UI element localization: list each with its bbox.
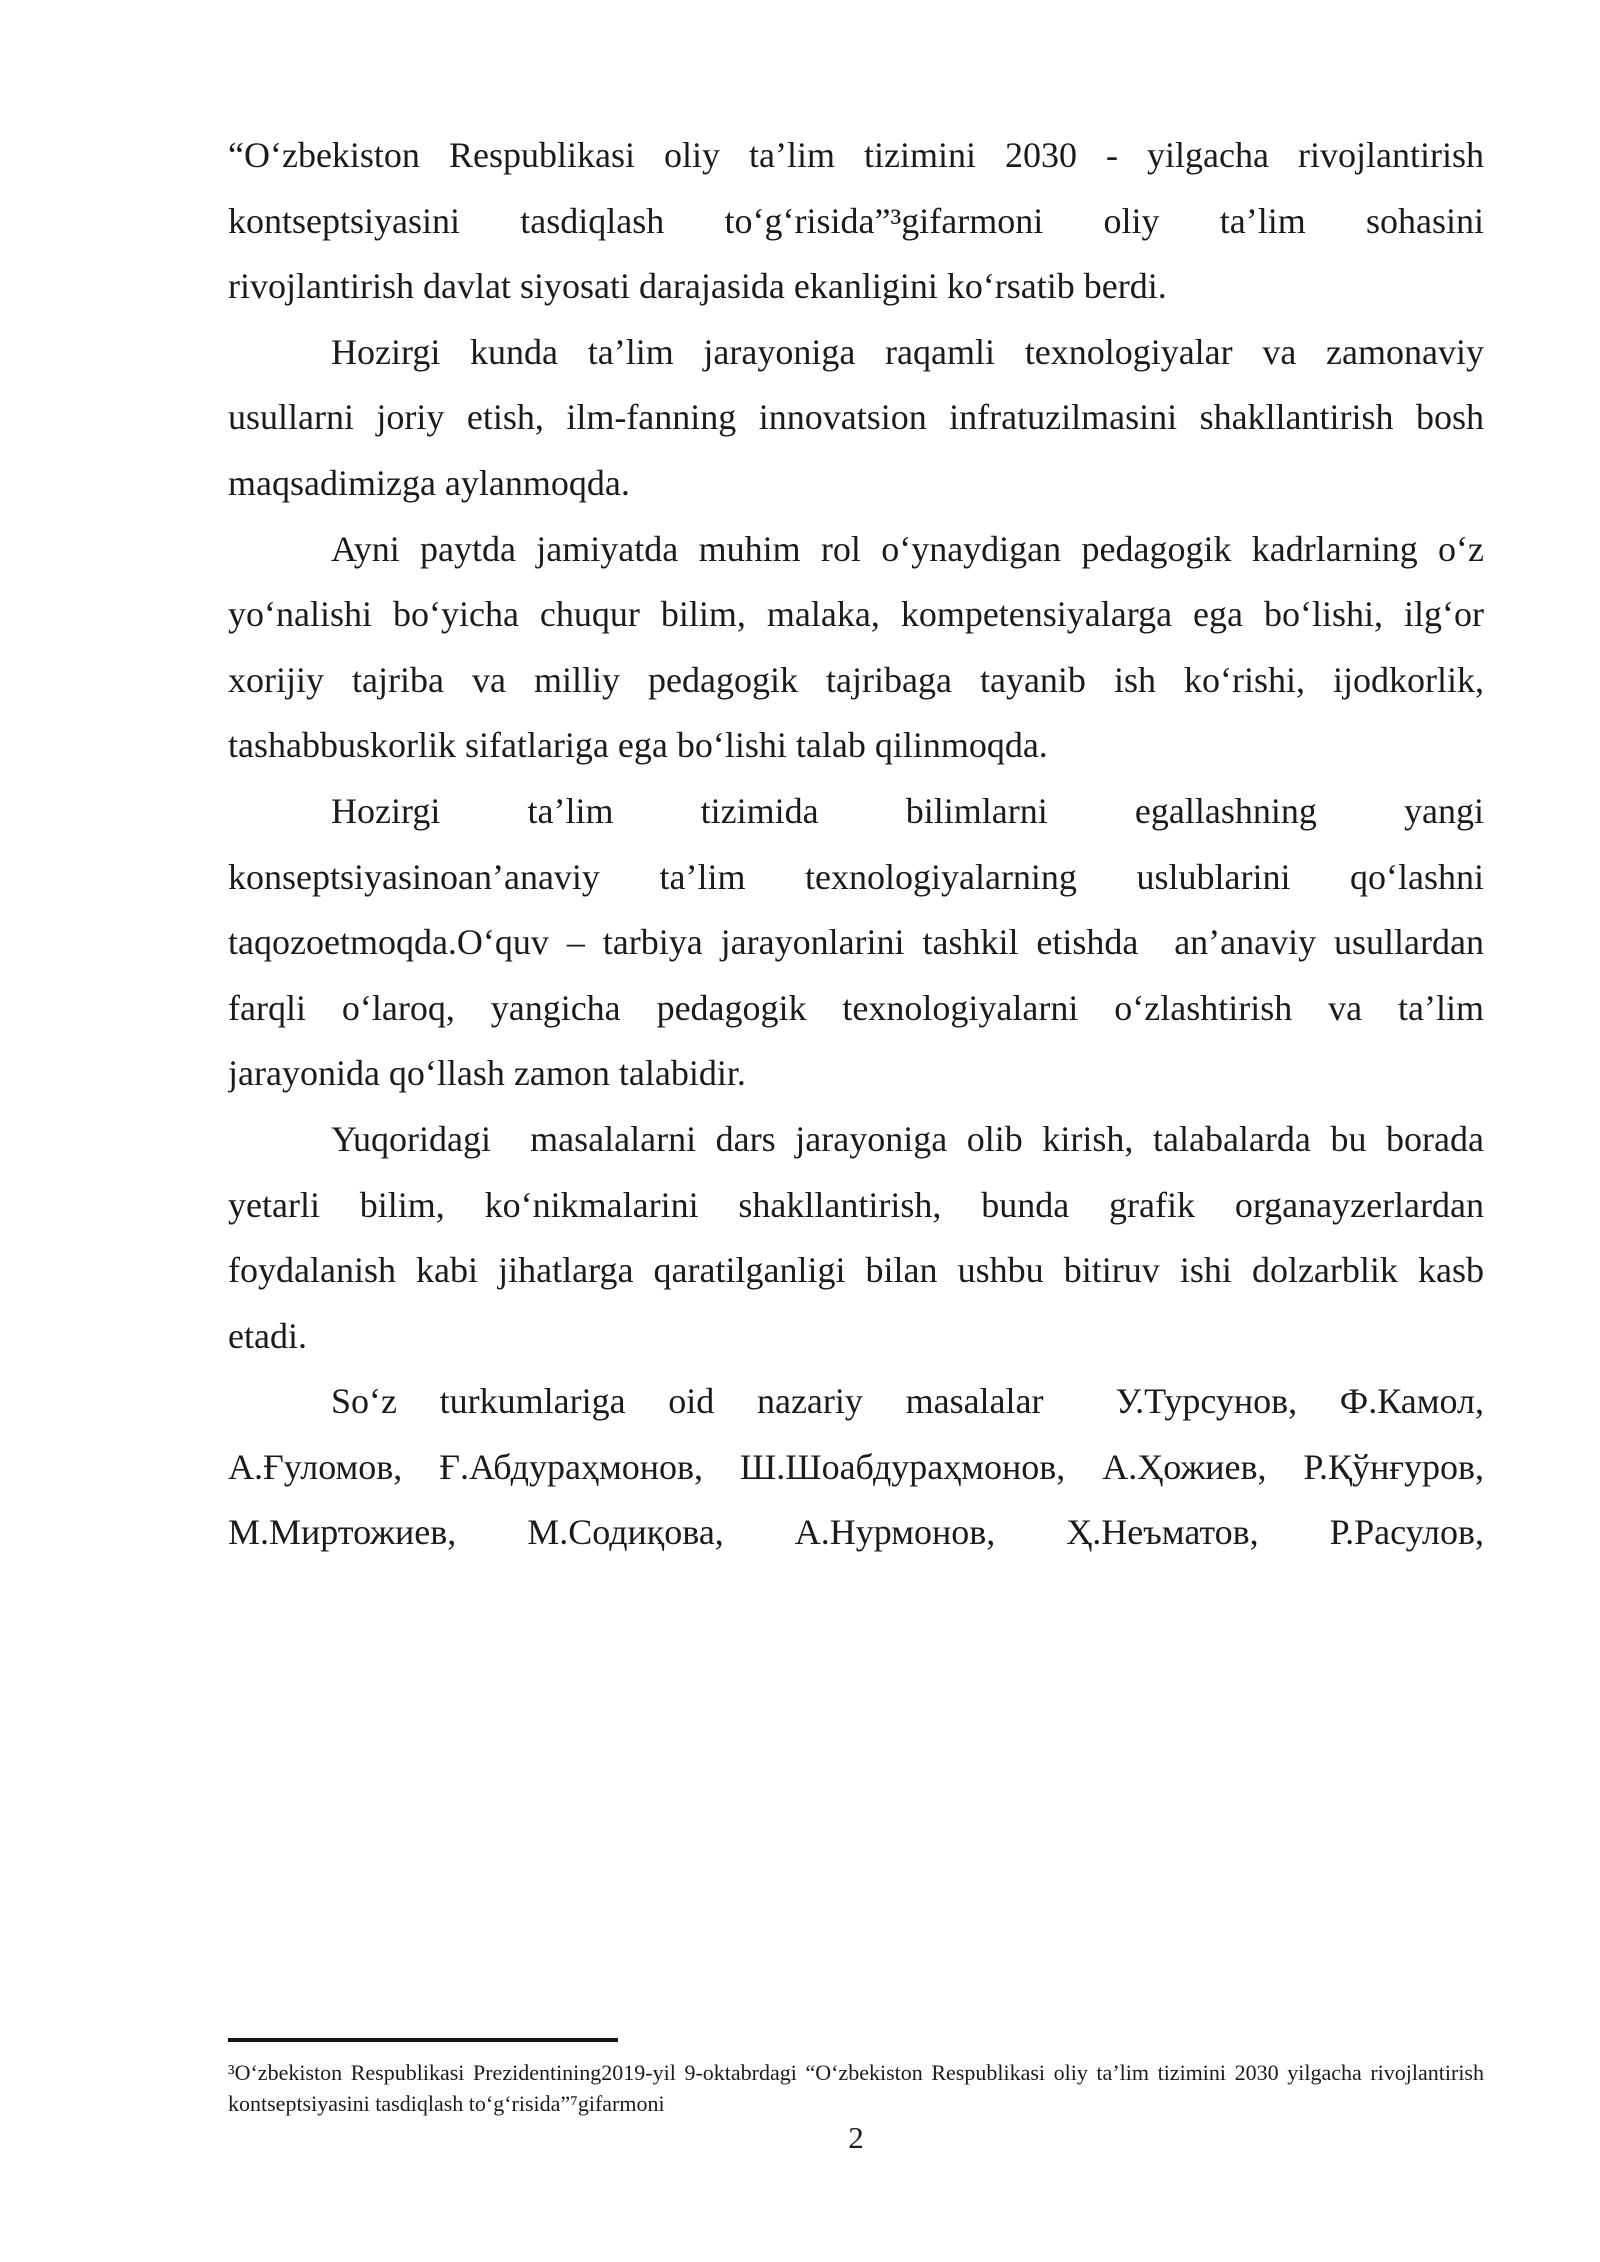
text-line: farqli o‘laroq, yangicha pedagogik texnologiyalarni o‘zlashtirish va ta’lim xyxy=(228,987,1484,1028)
text-line: jarayonida qo‘llash zamon talabidir. xyxy=(228,1053,746,1094)
text-line: usullarni joriy etish, ilm-fanning innovatsion infratuzilmasini shakllantirish bosh xyxy=(228,397,1484,438)
text-line: А.Ғуломов, Ғ.Абдураҳмонов, Ш.Шоабдураҳмонов, А.Ҳожиев, Р.Қўнғуров, xyxy=(228,1446,1484,1487)
paragraph xyxy=(228,517,1484,779)
text-line: foydalanish kabi jihatlarga qaratilganligi bilan ushbu bitiruv ishi dolzarblik kasb xyxy=(228,1250,1484,1291)
text-line: Hozirgi kunda ta’lim jarayoniga raqamli texnologiyalar va zamonaviy xyxy=(331,331,1484,372)
text-line: Ayni paytda jamiyatda muhim rol o‘ynaydigan pedagogik kadrlarning o‘z xyxy=(331,528,1484,569)
text-line: kontseptsiyasini tasdiqlash to‘g‘risida”³gifarmoni oliy ta’lim sohasini xyxy=(228,200,1484,241)
text-line: “O‘zbekiston Respublikasi oliy ta’lim tizimini 2030 - yilgacha rivojlantirish xyxy=(228,135,1484,175)
text-line: Yuqoridagi masalalarni dars jarayoniga olib kirish, talabalarda bu borada xyxy=(331,1118,1484,1159)
text-line: rivojlantirish davlat siyosati darajasida ekanligini ko‘rsatib berdi. xyxy=(228,266,1167,307)
text-line: konseptsiyasinoan’anaviy ta’lim texnologiyalarning uslublarini qo‘lashni xyxy=(228,856,1484,897)
paragraph xyxy=(228,1369,1484,1566)
footnote-separator xyxy=(228,2038,618,2042)
text-line: So‘z turkumlariga oid nazariy masalalar У.Турсунов, Ф.Камол, xyxy=(331,1381,1484,1422)
paragraph xyxy=(228,320,1484,517)
text-line: taqozoetmoqda.O‘quv – tarbiya jarayonlarini tashkil etishda an’anaviy usullardan xyxy=(228,922,1484,963)
text-line: maqsadimizga aylanmoqda. xyxy=(228,462,630,503)
text-line: tashabbuskorlik sifatlariga ega bo‘lishi talab qilinmoqda. xyxy=(228,725,1048,766)
text-line: ³O‘zbekiston Respublikasi Prezidentining2019-yil 9-oktabrdagi “O‘zbekiston Respublikasi oliy ta’lim tizimini 2030 yilgacha rivojlantirish xyxy=(228,2060,1484,2085)
text-line: Hozirgi ta’lim tizimida bilimlarni egallashning yangi xyxy=(331,790,1484,831)
paragraph xyxy=(228,123,1484,320)
text-block xyxy=(228,123,1484,1566)
text-line: kontseptsiyasini tasdiqlash to‘g‘risida”⁷gifarmoni xyxy=(228,2091,665,2116)
paragraph xyxy=(228,1107,1484,1369)
footnote-text xyxy=(228,2057,1484,2119)
text-line: xorijiy tajriba va milliy pedagogik tajribaga tayanib ish ko‘rishi, ijodkorlik, xyxy=(228,659,1484,700)
text-line: etadi. xyxy=(228,1315,307,1356)
text-line: М.Миртожиев, М.Содиқова, А.Нурмонов, Ҳ.Неъматов, Р.Расулов, xyxy=(228,1512,1484,1553)
page-number: 2 xyxy=(848,2120,864,2155)
paragraph xyxy=(228,779,1484,1107)
text-line: yo‘nalishi bo‘yicha chuqur bilim, malaka, kompetensiyalarga ega bo‘lishi, ilg‘or xyxy=(228,594,1484,635)
text-line: yetarli bilim, ko‘nikmalarini shakllantirish, bunda grafik organayzerlardan xyxy=(228,1184,1484,1225)
paragraph xyxy=(228,2057,1484,2119)
